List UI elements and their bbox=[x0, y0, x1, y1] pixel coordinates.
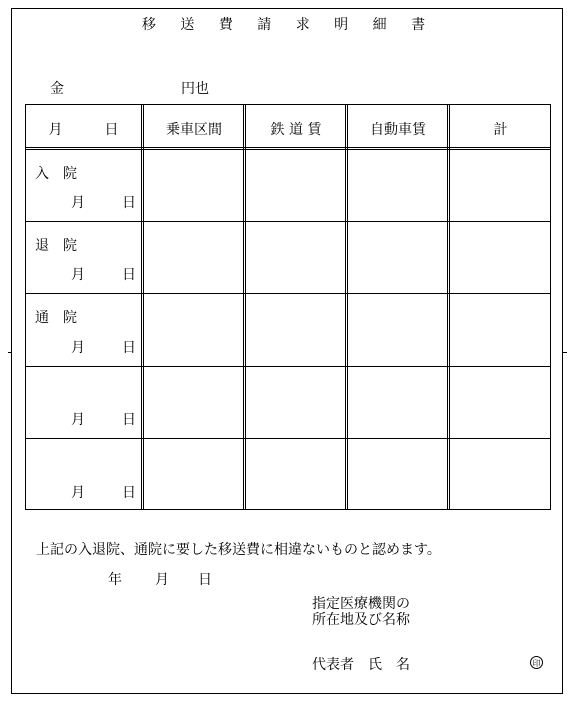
date-year: 年 bbox=[108, 572, 122, 588]
edge-tick-right bbox=[563, 352, 567, 353]
row-day: 日 bbox=[122, 412, 136, 428]
document-title: 移 送 費 請 求 明 細 書 bbox=[141, 17, 436, 33]
row-label-outpatient: 通 院 bbox=[35, 310, 77, 326]
amount-suffix: 円也 bbox=[181, 81, 209, 97]
row-month: 月 bbox=[71, 267, 85, 283]
institution-label-line2: 所在地及び名称 bbox=[312, 612, 410, 628]
row-day: 日 bbox=[122, 485, 136, 501]
date-day: 日 bbox=[198, 572, 212, 588]
row-label-discharge: 退 院 bbox=[35, 238, 77, 254]
expense-table bbox=[25, 104, 551, 510]
table-grid bbox=[25, 104, 551, 510]
header-date: 月 日 bbox=[48, 122, 119, 138]
seal-mark-icon: 印 bbox=[530, 656, 543, 669]
header-auto: 自動車賃 bbox=[370, 122, 426, 138]
amount-prefix: 金 bbox=[50, 81, 64, 97]
row-month: 月 bbox=[71, 485, 85, 501]
edge-tick-left bbox=[8, 352, 12, 353]
header-route: 乗車区間 bbox=[166, 122, 222, 138]
representative-label: 代表者 氏 名 bbox=[312, 657, 410, 673]
row-day: 日 bbox=[122, 195, 136, 211]
institution-label-line1: 指定医療機関の bbox=[312, 596, 410, 612]
header-total: 計 bbox=[493, 122, 508, 138]
row-label-admission: 入 院 bbox=[35, 166, 77, 182]
row-month: 月 bbox=[71, 340, 85, 356]
row-day: 日 bbox=[122, 267, 136, 283]
certification-statement: 上記の入退院、通院に要した移送費に相違ないものと認めます。 bbox=[36, 542, 441, 558]
row-month: 月 bbox=[71, 412, 85, 428]
row-month: 月 bbox=[71, 195, 85, 211]
header-rail: 鉄 道 賃 bbox=[270, 122, 322, 138]
date-month: 月 bbox=[155, 572, 169, 588]
row-day: 日 bbox=[122, 340, 136, 356]
